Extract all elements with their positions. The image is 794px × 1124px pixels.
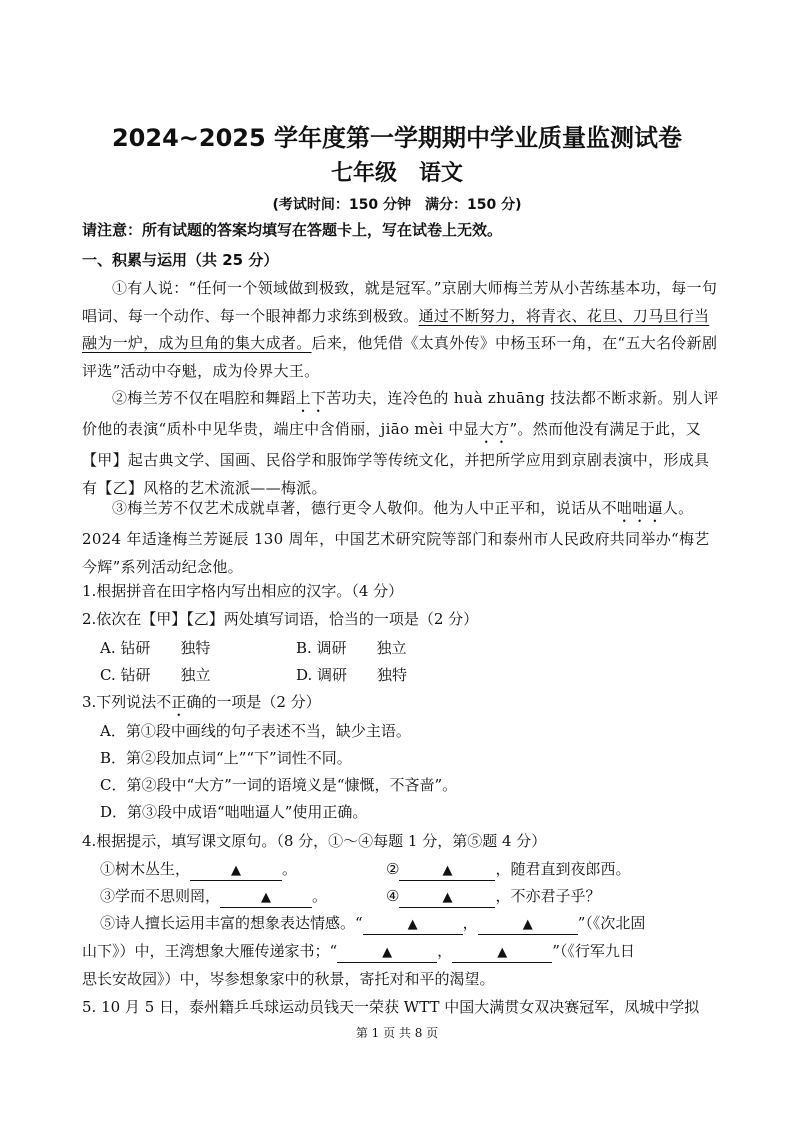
q2-option-c: C. 钻研 独立 <box>100 666 211 684</box>
q2-option-a: A. 钻研 独特 <box>100 639 211 657</box>
q3-option-d: D．第③段中成语“咄咄逼人”使用正确。 <box>100 803 368 821</box>
q4-item-4-text: ，不亦君子乎？ <box>495 887 601 905</box>
answer-blank[interactable]: ▲ <box>337 944 437 963</box>
answer-blank[interactable]: ▲ <box>452 944 552 963</box>
dotted-word-xia: 下 <box>310 389 327 407</box>
punct: ， <box>462 914 478 932</box>
exam-info: (考试时间：150 分钟 满分：150 分) <box>272 197 522 213</box>
q4-item-5-text-a: ⑤诗人擅长运用丰富的想象表达情感。“ <box>100 914 363 932</box>
question-5: 5. 10 月 5 日，泰州籍乒乓球运动员钱天一荣获 WTT 中国大满贯女双决赛冠军，凤城中学拟 <box>82 998 700 1016</box>
q3-stem-a: 3.下列说法不 <box>82 693 172 711</box>
notice: 请注意：所有试题的答案均填写在答题卡上，写在试卷上无效。 <box>82 221 503 239</box>
answer-blank[interactable]: ▲ <box>399 862 495 881</box>
punct: 。 <box>312 887 328 905</box>
dotted-word-shang: 上 <box>295 389 311 407</box>
q3-option-b: B．第②段加点词“上”“下”词性不同。 <box>100 749 352 767</box>
answer-blank[interactable]: ▲ <box>478 916 578 935</box>
q4-item-2-text: ，随君直到夜郎西。 <box>495 860 631 878</box>
q4-item-1-text: ①树木丛生， <box>100 860 191 878</box>
q4-item-5-line-1 <box>100 912 645 935</box>
q4-item-5-text-c: 山下》）中，王湾想象大雁传递家书；“ <box>82 942 338 960</box>
exam-title: 2024~2025 学年度第一学期期中学业质量监测试卷 <box>111 124 683 152</box>
question-4-stem: 4.根据提示，填写课文原句。（8 分，①～④每题 1 分，第⑤题 4 分） <box>82 832 547 850</box>
paragraph-3-text-b: 人。2024 年适逢梅兰芳诞辰 130 周年，中国艺术研究院等部门和泰州市人民政府共同举办“梅艺今辉”系列活动纪念他。 <box>82 499 710 576</box>
underlined-sentence: 通过不断努力，将青衣、花旦、刀马旦行当融为一炉，成为旦角的集大成者。 <box>82 306 710 352</box>
q4-item-3 <box>100 885 327 908</box>
question-3-stem <box>82 691 321 720</box>
punct: ， <box>437 942 453 960</box>
question-1: 1.根据拼音在田字格内写出相应的汉字。（4 分） <box>82 582 404 600</box>
answer-blank[interactable]: ▲ <box>399 889 495 908</box>
q4-item-2-num: ② <box>386 860 400 878</box>
q4-item-3-text: ③学而不思则罔， <box>100 887 221 905</box>
dotted-idiom: 咄咄逼 <box>616 499 663 517</box>
answer-blank[interactable]: ▲ <box>363 916 463 935</box>
q4-item-1 <box>100 858 297 881</box>
page-number: 第 1 页 共 8 页 <box>355 1026 439 1040</box>
q2-option-b: B. 调研 独立 <box>296 639 407 657</box>
paragraph-3 <box>82 495 722 581</box>
q4-item-5-text-b: ”（《次北固 <box>577 914 646 932</box>
paragraph-2-text-b: 苦功夫，连冷色的 huà zhuāng 技法都不断求新。别人评价他的表演“质朴中见华贵，端庄中含俏丽，jiāo mèi 中显 <box>82 389 719 438</box>
paragraph-2-text-a: ②梅兰芳不仅在唱腔和舞蹈 <box>112 389 296 407</box>
q4-item-4 <box>386 885 600 908</box>
answer-blank[interactable]: ▲ <box>190 862 282 881</box>
paragraph-3-text-a: ③梅兰芳不仅艺术成就卓著，德行更令人敬仰。他为人中正平和，说话从不 <box>112 499 617 517</box>
q3-option-c: C．第②段中“大方”一词的语境义是“慷慨，不吝啬”。 <box>100 776 458 794</box>
paragraph-2-text-c: ”。然而他没有满足于此，又【甲】起古典文学、国画、民俗学和服饰学等传统文化，并把所学应用到京剧表演中，形成具有【乙】风格的艺术流派——梅派。 <box>82 420 710 497</box>
paragraph-2 <box>82 385 722 502</box>
paragraph-1-text-a: ①有人说：“任何一个领域做到极致，就是冠军。”京剧大师梅兰芳从小苦练基本功，每一句唱词、每一个动作、每一个眼神都力求练到极致。 <box>82 279 718 325</box>
section-heading: 一、积累与运用（共 25 分） <box>82 251 279 269</box>
question-2-stem: 2.依次在【甲】【乙】两处填写词语，恰当的一项是（2 分） <box>82 610 479 628</box>
punct: 。 <box>282 860 298 878</box>
paragraph-1-text-b: 后来，他凭借《太真外传》中杨玉环一角，在“五大名伶新剧评选”活动中夺魁，成为伶界大王。 <box>82 334 718 380</box>
answer-blank[interactable]: ▲ <box>220 889 312 908</box>
q2-option-d: D. 调研 独特 <box>296 666 408 684</box>
q4-item-4-num: ④ <box>386 887 400 905</box>
q4-item-5-line-2 <box>82 940 635 963</box>
exam-subtitle: 七年级 语文 <box>330 161 463 186</box>
q3-option-a: A．第①段中画线的句子表述不当，缺少主语。 <box>100 722 411 740</box>
q3-dotted-char: 正 <box>171 693 187 711</box>
dotted-word-dafang: 大方 <box>478 420 510 438</box>
q3-stem-b: 确的一项是（2 分） <box>186 693 321 711</box>
q4-item-5-line-3: 思长安故园》）中，岑参想象家中的秋景，寄托对和平的渴望。 <box>82 970 495 988</box>
paragraph-1 <box>82 275 722 385</box>
q4-item-5-text-d: ”（《行军九日 <box>552 942 635 960</box>
q4-item-2 <box>386 858 630 881</box>
